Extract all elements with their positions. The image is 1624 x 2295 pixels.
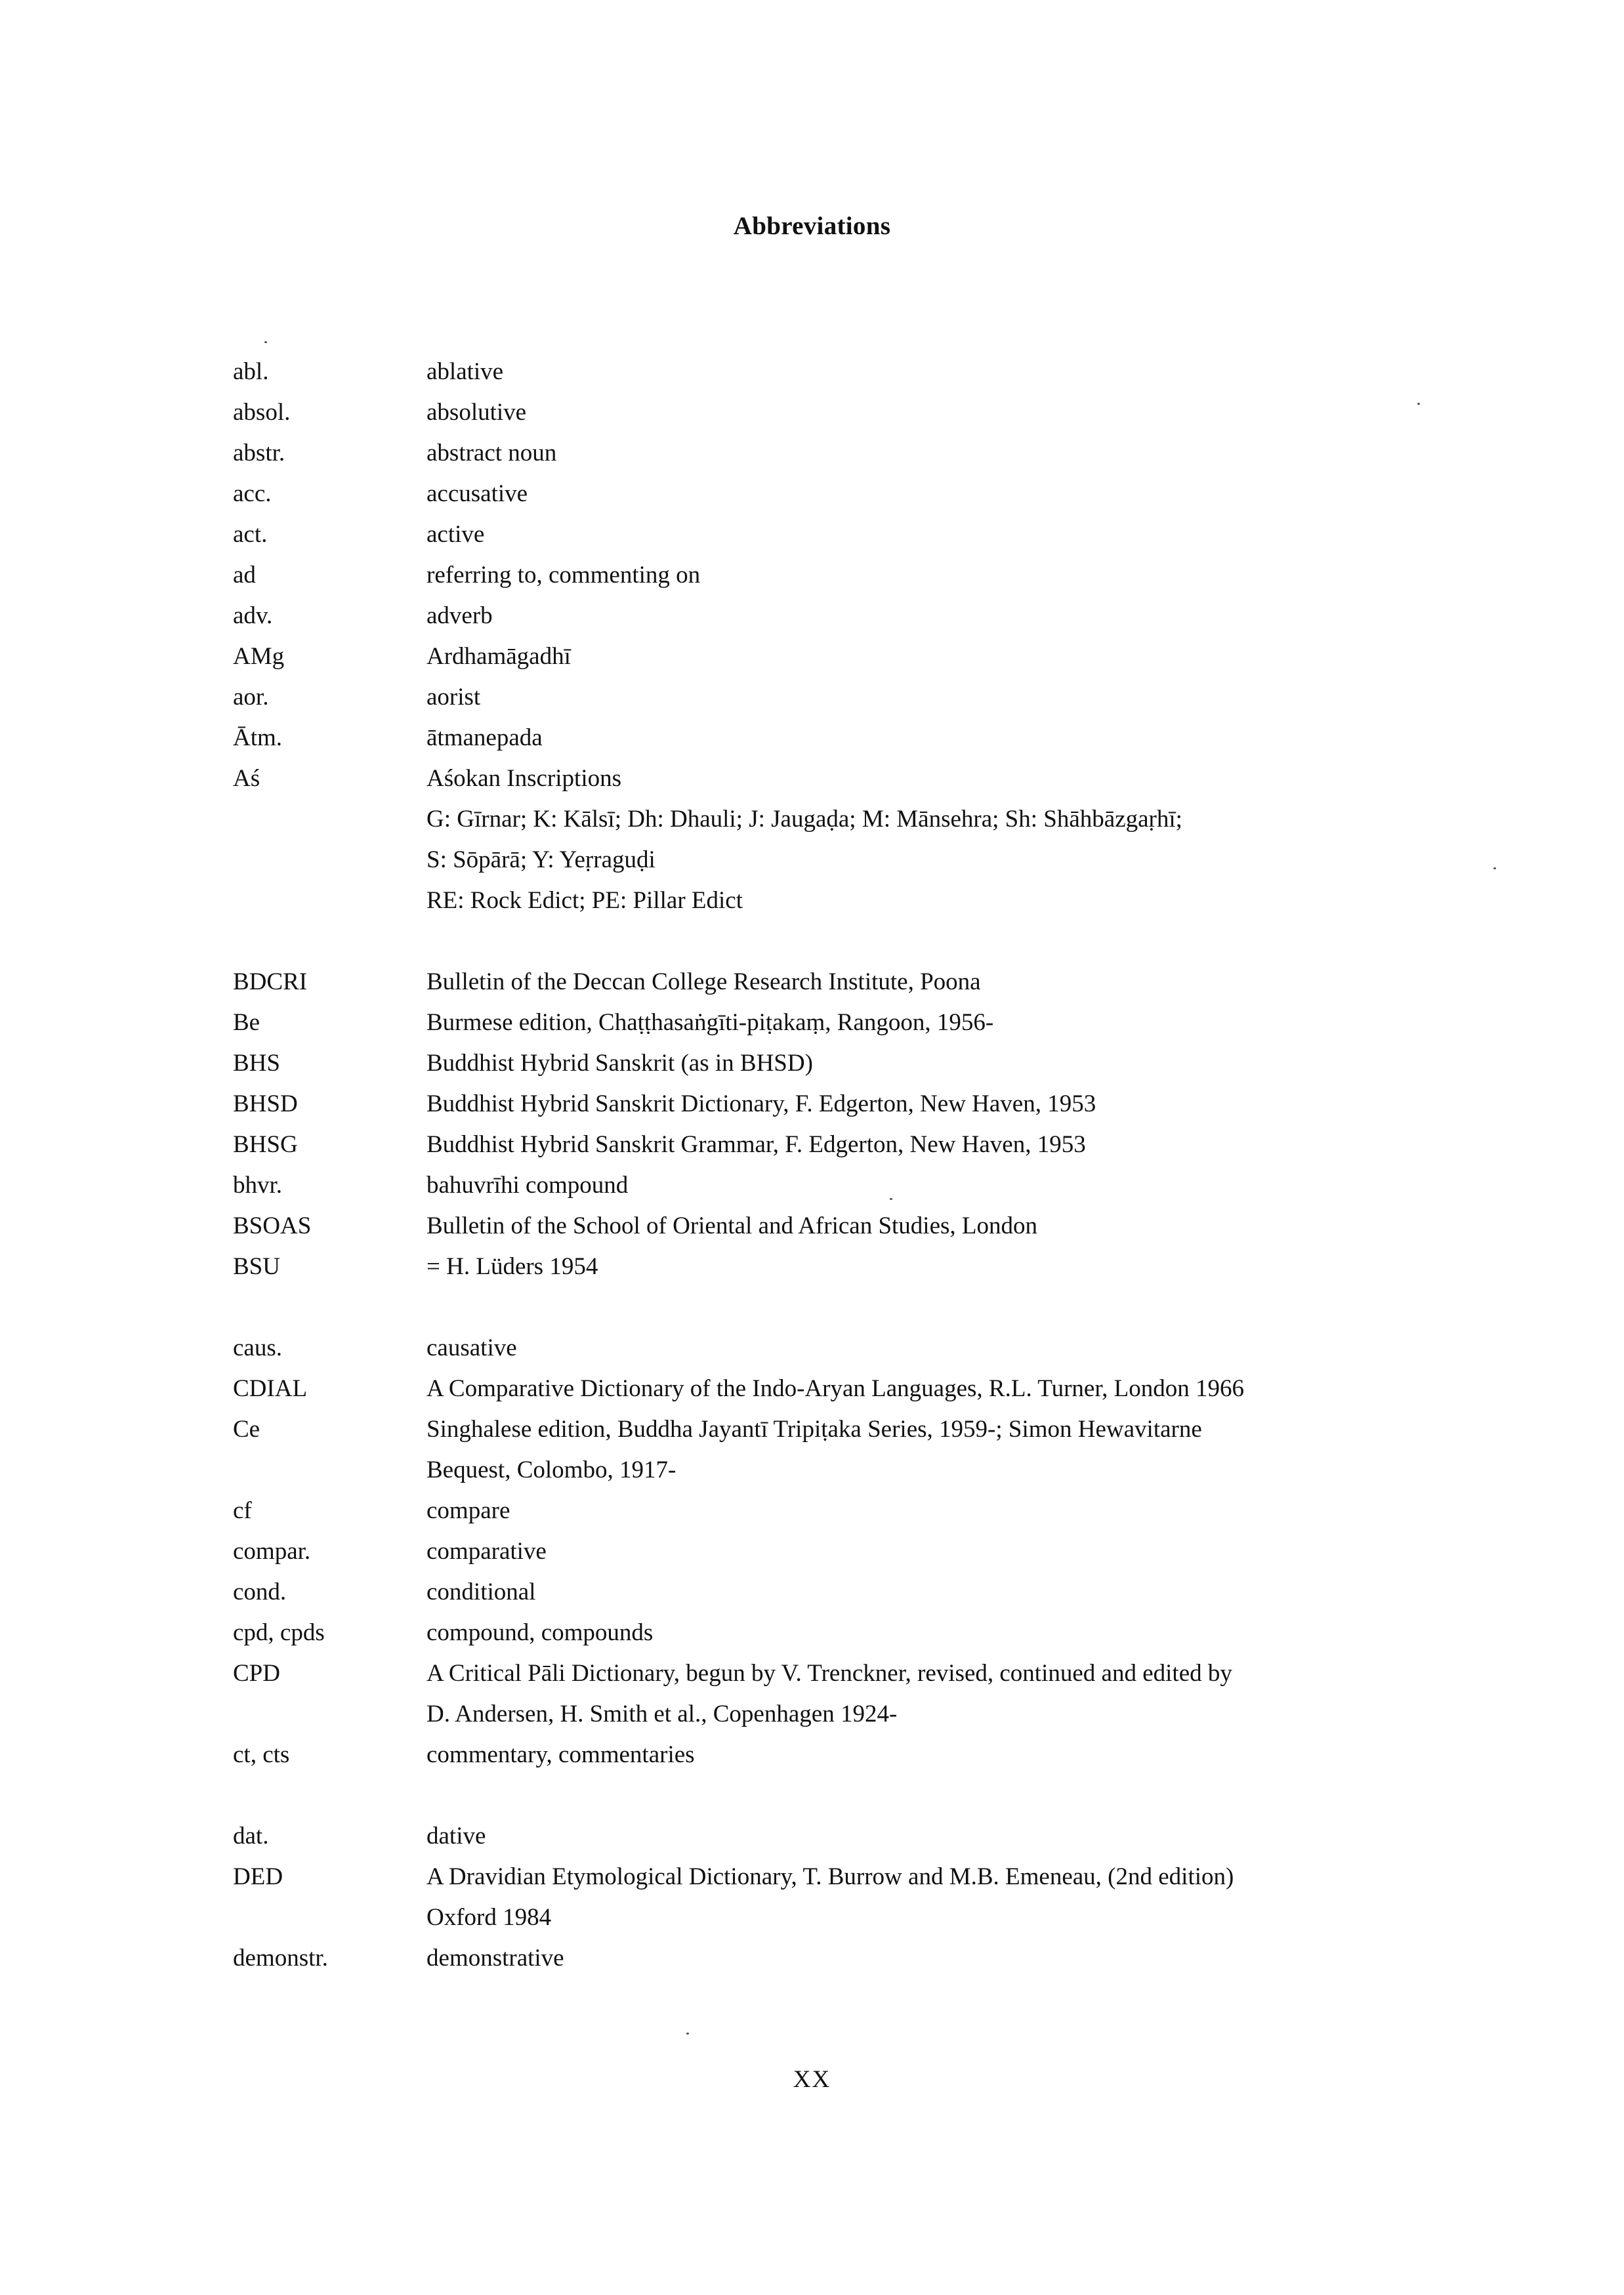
abbr-term: BSOAS [233,1212,312,1239]
abbr-term: compar. [233,1538,311,1565]
abbr-term: Ātm. [233,724,283,751]
abbr-definition: Buddhist Hybrid Sanskrit (as in BHSD) [427,1050,813,1077]
abbr-term: abl. [233,358,269,385]
abbr-definition: referring to, commenting on [427,562,701,589]
abbr-definition: ātmanepada [427,724,543,751]
abbr-term: ad [233,562,256,589]
abbr-definition: A Critical Pāli Dictionary, begun by V. Trenckner, revised, continued and edited by [427,1660,1232,1687]
entry-cpd [0,1613,1624,1653]
abbr-term: CPD [233,1660,280,1687]
entry-as [0,758,1624,914]
abbr-definition: Burmese edition, Chaṭṭhasaṅgīti-piṭakaṃ, Rangoon, 1956- [427,1009,994,1036]
abbr-term: demonstr. [233,1945,328,1972]
abbr-definition: commentary, commentaries [427,1741,695,1768]
entry-act [0,514,1624,555]
entry-ce [0,1409,1624,1483]
entry-be [0,1003,1624,1043]
abbr-term: abstr. [233,440,285,466]
entry-ded [0,1857,1624,1931]
abbr-term: absol. [233,399,291,426]
entry-bsu [0,1247,1624,1287]
entry-caus [0,1328,1624,1369]
abbr-definition: Bulletin of the Deccan College Research Institute, Poona [427,968,981,995]
entry-aor [0,677,1624,718]
scan-speck [1417,403,1420,405]
abbr-definition: Bulletin of the School of Oriental and African Studies, London [427,1212,1037,1239]
abbr-definition: demonstrative [427,1945,564,1972]
entry-dat [0,1816,1624,1857]
abbr-term: BHSG [233,1131,298,1158]
abbr-term: DED [233,1863,283,1890]
entry-acc [0,474,1624,514]
abbr-term: act. [233,521,268,548]
abbr-definition: bahuvrīhi compound [427,1172,629,1199]
abbr-definition: accusative [427,480,528,507]
entry-adv [0,596,1624,636]
abbr-term: caus. [233,1334,282,1361]
entry-atm [0,718,1624,758]
scan-speck [1493,867,1496,869]
entry-ad [0,555,1624,596]
abbr-term: dat. [233,1823,269,1850]
abbr-term: Be [233,1009,260,1036]
abbr-definition: causative [427,1334,517,1361]
abbr-definition: ablative [427,358,504,385]
abbr-term: cond. [233,1579,287,1605]
entry-bsoas [0,1206,1624,1247]
abbr-definition: = H. Lüders 1954 [427,1253,598,1280]
abbr-definition: compare [427,1497,510,1524]
abbr-term: BSU [233,1253,280,1280]
entry-cpdict [0,1653,1624,1727]
scan-speck [890,1198,892,1200]
abbr-term: cpd, cpds [233,1619,325,1646]
entry-compar [0,1531,1624,1572]
entry-cf [0,1491,1624,1531]
abbr-definition-continued: D. Andersen, H. Smith et al., Copenhagen 1924- [427,1701,898,1727]
abbr-definition: abstract noun [427,440,557,466]
abbr-definition: compound, compounds [427,1619,654,1646]
abbr-definition-continued: S: Sōpārā; Y: Yeṛraguḍi [427,846,656,873]
abbr-definition: Buddhist Hybrid Sanskrit Grammar, F. Edgerton, New Haven, 1953 [427,1131,1086,1158]
abbr-definition: Buddhist Hybrid Sanskrit Dictionary, F. Edgerton, New Haven, 1953 [427,1090,1096,1117]
entry-absol [0,392,1624,433]
entry-abl [0,352,1624,392]
abbr-definition: A Comparative Dictionary of the Indo-Aryan Languages, R.L. Turner, London 1966 [427,1375,1245,1402]
abbr-definition-continued: Oxford 1984 [427,1904,552,1931]
abbr-definition: Singhalese edition, Buddha Jayantī Tripiṭaka Series, 1959-; Simon Hewavitarne [427,1416,1202,1443]
page-number: XX [793,2066,831,2093]
abbr-definition: dative [427,1823,486,1850]
abbr-term: acc. [233,480,272,507]
abbr-term: Aś [233,765,260,792]
abbr-term: adv. [233,602,273,629]
entry-ct [0,1735,1624,1775]
abbr-term: AMg [233,643,285,670]
abbr-definition-continued: G: Gīrnar; K: Kālsī; Dh: Dhauli; J: Jaugaḍa; M: Mānsehra; Sh: Shāhbāzgaṛhī; [427,806,1182,833]
abbr-term: BHSD [233,1090,298,1117]
abbr-definition: conditional [427,1579,536,1605]
entry-amg [0,636,1624,677]
entry-bhs [0,1043,1624,1084]
scan-speck [264,341,267,343]
entry-cdial [0,1369,1624,1409]
abbr-definition: absolutive [427,399,527,426]
abbr-term: BHS [233,1050,280,1077]
scan-speck [686,2033,689,2035]
abbr-definition: adverb [427,602,493,629]
abbr-definition: aorist [427,684,481,711]
entry-bhsg [0,1125,1624,1165]
abbr-definition: Aśokan Inscriptions [427,765,621,792]
abbr-term: bhvr. [233,1172,283,1199]
entry-abstr [0,433,1624,474]
entry-bhvr [0,1165,1624,1206]
entry-demonstr [0,1938,1624,1979]
abbr-definition-continued: Bequest, Colombo, 1917- [427,1457,677,1483]
entry-bhsd [0,1084,1624,1125]
abbr-definition: Ardhamāgadhī [427,643,571,670]
abbr-term: cf [233,1497,252,1524]
page-title: Abbreviations [733,212,891,240]
abbr-definition-continued: RE: Rock Edict; PE: Pillar Edict [427,887,743,914]
entry-cond [0,1572,1624,1613]
abbr-term: ct, cts [233,1741,290,1768]
abbr-term: aor. [233,684,269,711]
abbr-definition: comparative [427,1538,547,1565]
abbr-term: BDCRI [233,968,308,995]
abbr-term: Ce [233,1416,260,1443]
abbr-definition: A Dravidian Etymological Dictionary, T. Burrow and M.B. Emeneau, (2nd edition) [427,1863,1234,1890]
abbr-term: CDIAL [233,1375,308,1402]
entry-bdcri [0,962,1624,1003]
abbr-definition: active [427,521,485,548]
